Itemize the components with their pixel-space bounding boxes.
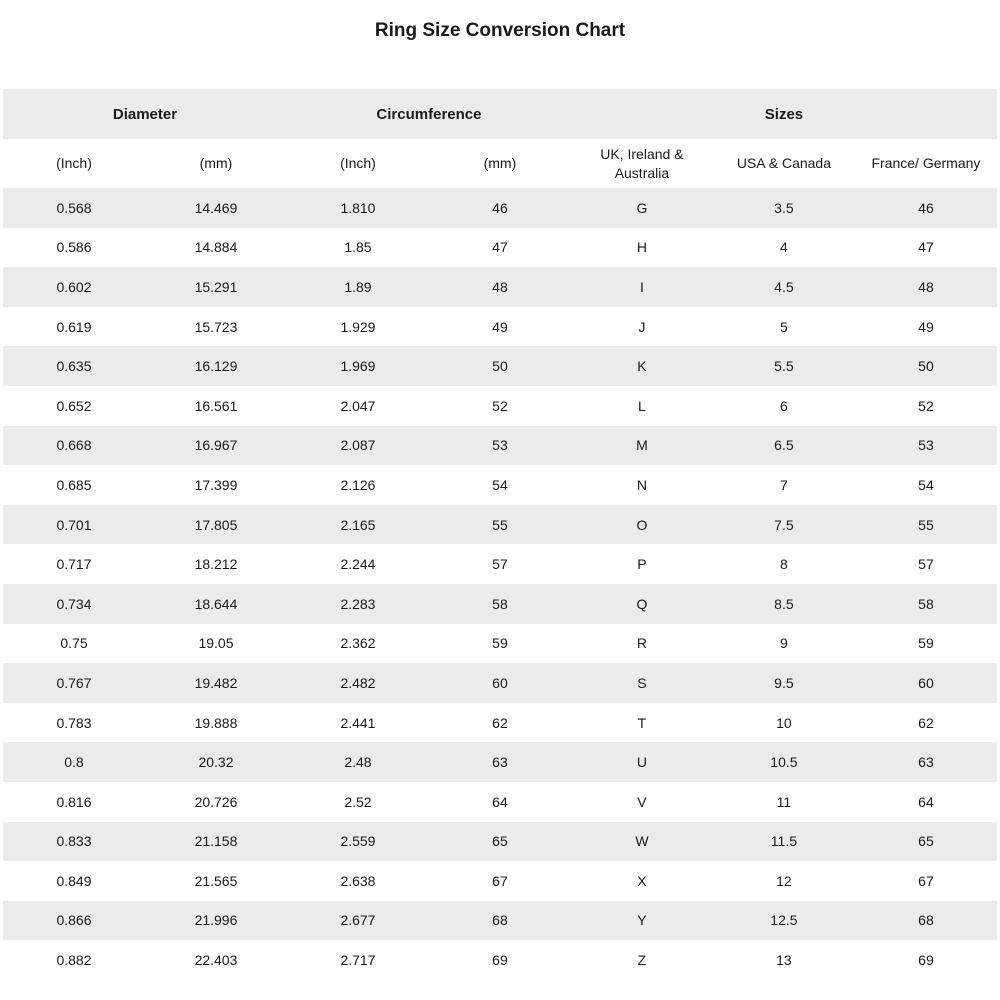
table-cell: 69 [492, 952, 508, 969]
table-cell: 22.403 [194, 952, 238, 969]
table-cell: 18.212 [194, 556, 238, 573]
table-cell: K [637, 358, 647, 375]
table-cell: 4 [780, 239, 788, 256]
table-cell: 6 [780, 397, 788, 414]
table-cell: 50 [492, 358, 508, 375]
table-cell: O [636, 516, 648, 533]
table-row [3, 346, 997, 386]
table-cell: 59 [918, 635, 934, 652]
table-cell: 2.52 [344, 793, 372, 810]
table-cell: 60 [492, 674, 508, 691]
table-head [3, 89, 997, 188]
table-cell: 0.586 [56, 239, 92, 256]
table-row [3, 188, 997, 228]
table-cell: 14.469 [194, 199, 238, 216]
table-cell: 58 [492, 595, 508, 612]
table-cell: 0.734 [56, 595, 92, 612]
table-cell: 49 [918, 318, 934, 335]
table-cell: 57 [492, 556, 508, 573]
table-cell: 55 [918, 516, 934, 533]
table-cell: 58 [918, 595, 934, 612]
table-cell: 0.833 [56, 833, 92, 850]
table-cell: 49 [492, 318, 508, 335]
table-cell: 12.5 [770, 912, 798, 929]
table-cell: 0.685 [56, 476, 92, 493]
table-cell: M [636, 437, 648, 454]
ring-size-conversion-table [3, 89, 997, 980]
table-cell: 20.726 [194, 793, 238, 810]
table-row [3, 544, 997, 584]
page-title: Ring Size Conversion Chart [374, 20, 626, 41]
table-cell: 52 [492, 397, 508, 414]
table-row [3, 861, 997, 901]
table-cell: 8 [780, 556, 788, 573]
table-cell: 16.967 [194, 437, 238, 454]
table-cell: 1.969 [340, 358, 376, 375]
table-cell: 1.89 [344, 278, 372, 295]
table-row [3, 505, 997, 545]
table-cell: 7.5 [774, 516, 794, 533]
table-cell: 50 [918, 358, 934, 375]
table-cell: 7 [780, 476, 788, 493]
table-cell: 20.32 [198, 754, 234, 771]
table-cell: 48 [918, 278, 934, 295]
table-cell: 46 [918, 199, 934, 216]
table-row [3, 307, 997, 347]
table-cell: 4.5 [774, 278, 794, 295]
table-cell: 1.810 [340, 199, 376, 216]
table-cell: 0.849 [56, 872, 92, 889]
table-cell: 2.244 [340, 556, 376, 573]
table-cell: 5.5 [774, 358, 794, 375]
group-header-row [3, 89, 997, 139]
table-cell: I [639, 278, 644, 295]
table-cell: 17.805 [194, 516, 238, 533]
table-cell: 55 [492, 516, 508, 533]
table-cell: 0.619 [56, 318, 92, 335]
table-cell: 16.561 [194, 397, 238, 414]
table-cell: 0.635 [56, 358, 92, 375]
table-cell: 0.668 [56, 437, 92, 454]
table-cell: P [637, 556, 647, 573]
table-cell: G [636, 199, 648, 216]
table-cell: 0.767 [56, 674, 92, 691]
table-cell: 5 [780, 318, 788, 335]
table-cell: 2.48 [344, 754, 372, 771]
table-cell: 0.568 [56, 199, 92, 216]
table-cell: X [637, 872, 647, 889]
table-cell: 65 [918, 833, 934, 850]
table-cell: 11 [776, 793, 792, 810]
table-cell: 21.996 [194, 912, 238, 929]
table-row [3, 584, 997, 624]
table-cell: 67 [492, 872, 508, 889]
table-body [3, 188, 997, 980]
group-header-diameter: Diameter [3, 89, 287, 139]
table-cell: 21.158 [194, 833, 238, 850]
table-cell: 2.165 [340, 516, 376, 533]
table-cell: 69 [918, 952, 934, 969]
group-header-sizes: Sizes [571, 89, 997, 139]
table-row [3, 742, 997, 782]
table-cell: 60 [918, 674, 934, 691]
table-cell: 2.559 [340, 833, 376, 850]
table-cell: 68 [492, 912, 508, 929]
column-header-france-germany: France/ Germany [855, 139, 997, 188]
table-cell: 2.283 [340, 595, 376, 612]
table-cell: 63 [918, 754, 934, 771]
column-header-circumference-inch: (Inch) [287, 139, 429, 188]
table-cell: R [636, 635, 647, 652]
table-cell: 10.5 [770, 754, 798, 771]
column-header-circumference-mm: (mm) [429, 139, 571, 188]
table-cell: 62 [918, 714, 934, 731]
table-cell: 2.047 [340, 397, 376, 414]
table-cell: 17.399 [194, 476, 238, 493]
table-cell: 14.884 [194, 239, 238, 256]
table-cell: 48 [492, 278, 508, 295]
table-cell: Z [637, 952, 647, 969]
table-cell: Q [636, 595, 648, 612]
table-cell: 0.816 [56, 793, 92, 810]
table-cell: S [637, 674, 647, 691]
table-cell: 0.652 [56, 397, 92, 414]
table-cell: 3.5 [774, 199, 794, 216]
column-header-usa-canada: USA & Canada [713, 139, 855, 188]
table-cell: 19.05 [198, 635, 234, 652]
table-cell: 6.5 [774, 437, 794, 454]
table-row [3, 901, 997, 941]
table-cell: 67 [918, 872, 934, 889]
table-cell: 19.888 [194, 714, 238, 731]
table-cell: 12 [776, 872, 792, 889]
table-cell: 64 [918, 793, 934, 810]
table-cell: 8.5 [774, 595, 794, 612]
table-cell: V [637, 793, 647, 810]
table-cell: W [635, 833, 649, 850]
table-row [3, 228, 997, 268]
table-cell: 2.482 [340, 674, 376, 691]
table-cell: 47 [492, 239, 508, 256]
table-cell: L [638, 397, 646, 414]
table-cell: 2.638 [340, 872, 376, 889]
table-cell: 15.723 [194, 318, 238, 335]
table-cell: 46 [492, 199, 508, 216]
table-row [3, 822, 997, 862]
table-cell: 54 [918, 476, 934, 493]
table-cell: 47 [918, 239, 934, 256]
table-cell: 2.362 [340, 635, 376, 652]
column-header-uk-label: UK, Ireland & Australia [600, 146, 684, 181]
column-header-diameter-mm: (mm) [145, 139, 287, 188]
table-cell: 18.644 [194, 595, 238, 612]
table-cell: 52 [918, 397, 934, 414]
table-cell: 59 [492, 635, 508, 652]
table-cell: 1.85 [344, 239, 372, 256]
table-cell: 9.5 [774, 674, 794, 691]
column-header-diameter-inch: (Inch) [3, 139, 145, 188]
table-cell: 11.5 [770, 833, 798, 850]
table-cell: 2.717 [340, 952, 376, 969]
table-cell: 2.441 [340, 714, 376, 731]
table-cell: 54 [492, 476, 508, 493]
table-row [3, 782, 997, 822]
table-cell: 16.129 [194, 358, 238, 375]
table-cell: 21.565 [194, 872, 238, 889]
table-cell: 10 [776, 714, 792, 731]
table-cell: 1.929 [340, 318, 376, 335]
table-cell: 68 [918, 912, 934, 929]
table-cell: H [636, 239, 647, 256]
table-cell: 15.291 [194, 278, 238, 295]
table-cell: 64 [492, 793, 508, 810]
table-cell: 9 [780, 635, 788, 652]
table-row [3, 663, 997, 703]
table-row [3, 703, 997, 743]
table-cell: 0.882 [56, 952, 92, 969]
table-cell: 0.602 [56, 278, 92, 295]
table-cell: 2.087 [340, 437, 376, 454]
table-cell: N [636, 476, 647, 493]
table-cell: 53 [918, 437, 934, 454]
table-row [3, 940, 997, 980]
table-row [3, 426, 997, 466]
table-cell: 19.482 [194, 674, 238, 691]
table-cell: J [638, 318, 646, 335]
table-cell: 57 [918, 556, 934, 573]
table-cell: 63 [492, 754, 508, 771]
table-cell: U [636, 754, 647, 771]
table-cell: 0.8 [64, 754, 84, 771]
table-row [3, 386, 997, 426]
table-row [3, 465, 997, 505]
table-cell: 0.783 [56, 714, 92, 731]
table-cell: 0.717 [56, 556, 92, 573]
table-cell: 0.701 [56, 516, 92, 533]
table-cell: 2.677 [340, 912, 376, 929]
table-cell: 65 [492, 833, 508, 850]
table-row [3, 624, 997, 664]
column-header-row [3, 139, 997, 188]
table-cell: 13 [776, 952, 792, 969]
table-cell: 0.75 [60, 635, 88, 652]
column-header-uk-ireland-australia [571, 139, 713, 188]
table-cell: T [637, 714, 647, 731]
group-header-circumference: Circumference [287, 89, 571, 139]
table-cell: 53 [492, 437, 508, 454]
table-cell: 62 [492, 714, 508, 731]
table-cell: 2.126 [340, 476, 376, 493]
table-cell: 0.866 [56, 912, 92, 929]
table-row [3, 267, 997, 307]
table-cell: Y [637, 912, 647, 929]
